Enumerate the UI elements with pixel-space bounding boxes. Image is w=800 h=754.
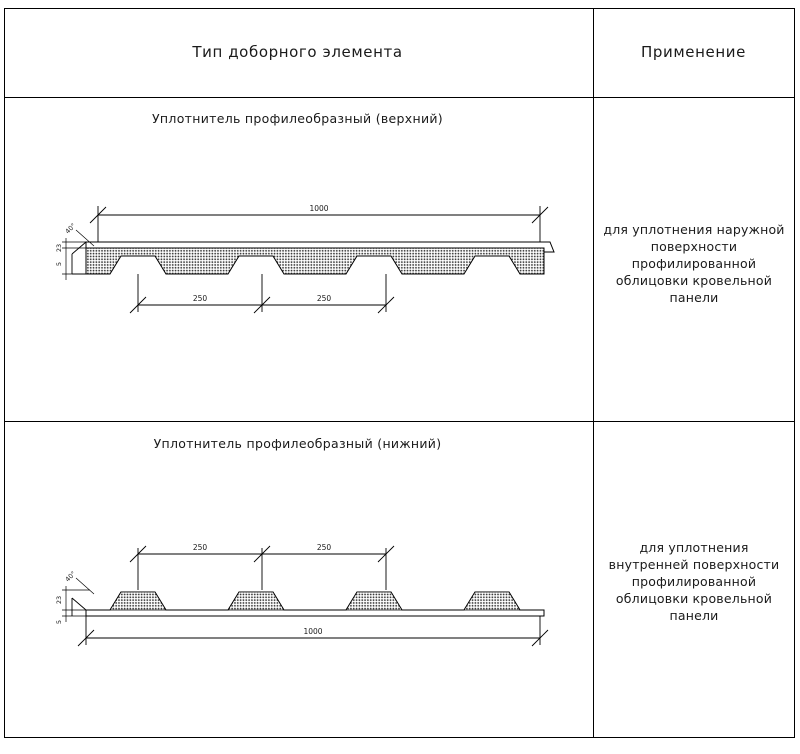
row-2-usage: для уплотнения внутренней поверхности профилированной облицовки кровельной панели xyxy=(608,540,780,623)
table-hrule-row1 xyxy=(5,421,794,422)
row-2-drawing xyxy=(20,528,590,662)
dim-angle-40: 40° xyxy=(63,221,78,236)
dim-angle2-40: 40° xyxy=(63,569,78,584)
dim-left2-23: 23 xyxy=(55,595,63,605)
column-header-type: Тип доборного элемента xyxy=(192,43,403,61)
dim-top-1000: 1000 xyxy=(309,204,329,213)
dim-left-5: 5 xyxy=(55,261,63,267)
table-vrule-column xyxy=(593,9,594,737)
table-hrule-header xyxy=(5,97,794,98)
column-header-usage: Применение xyxy=(641,43,746,61)
dim-left-23: 23 xyxy=(55,243,63,253)
dim-top-250-a: 250 xyxy=(192,543,208,552)
row-1-usage: для уплотнения наружной поверхности профилированной облицовки кровельной панели xyxy=(603,222,785,305)
dim-top-250-b: 250 xyxy=(316,543,332,552)
dim-bottom-250-b: 250 xyxy=(316,294,332,303)
row-1-drawing xyxy=(20,190,590,344)
dim-bottom-250-a: 250 xyxy=(192,294,208,303)
row-1-title: Уплотнитель профилеобразный (верхний) xyxy=(152,111,443,126)
dim-bottom-1000: 1000 xyxy=(303,627,323,636)
dim-left2-5: 5 xyxy=(55,619,63,625)
row-2-title: Уплотнитель профилеобразный (нижний) xyxy=(153,436,442,451)
